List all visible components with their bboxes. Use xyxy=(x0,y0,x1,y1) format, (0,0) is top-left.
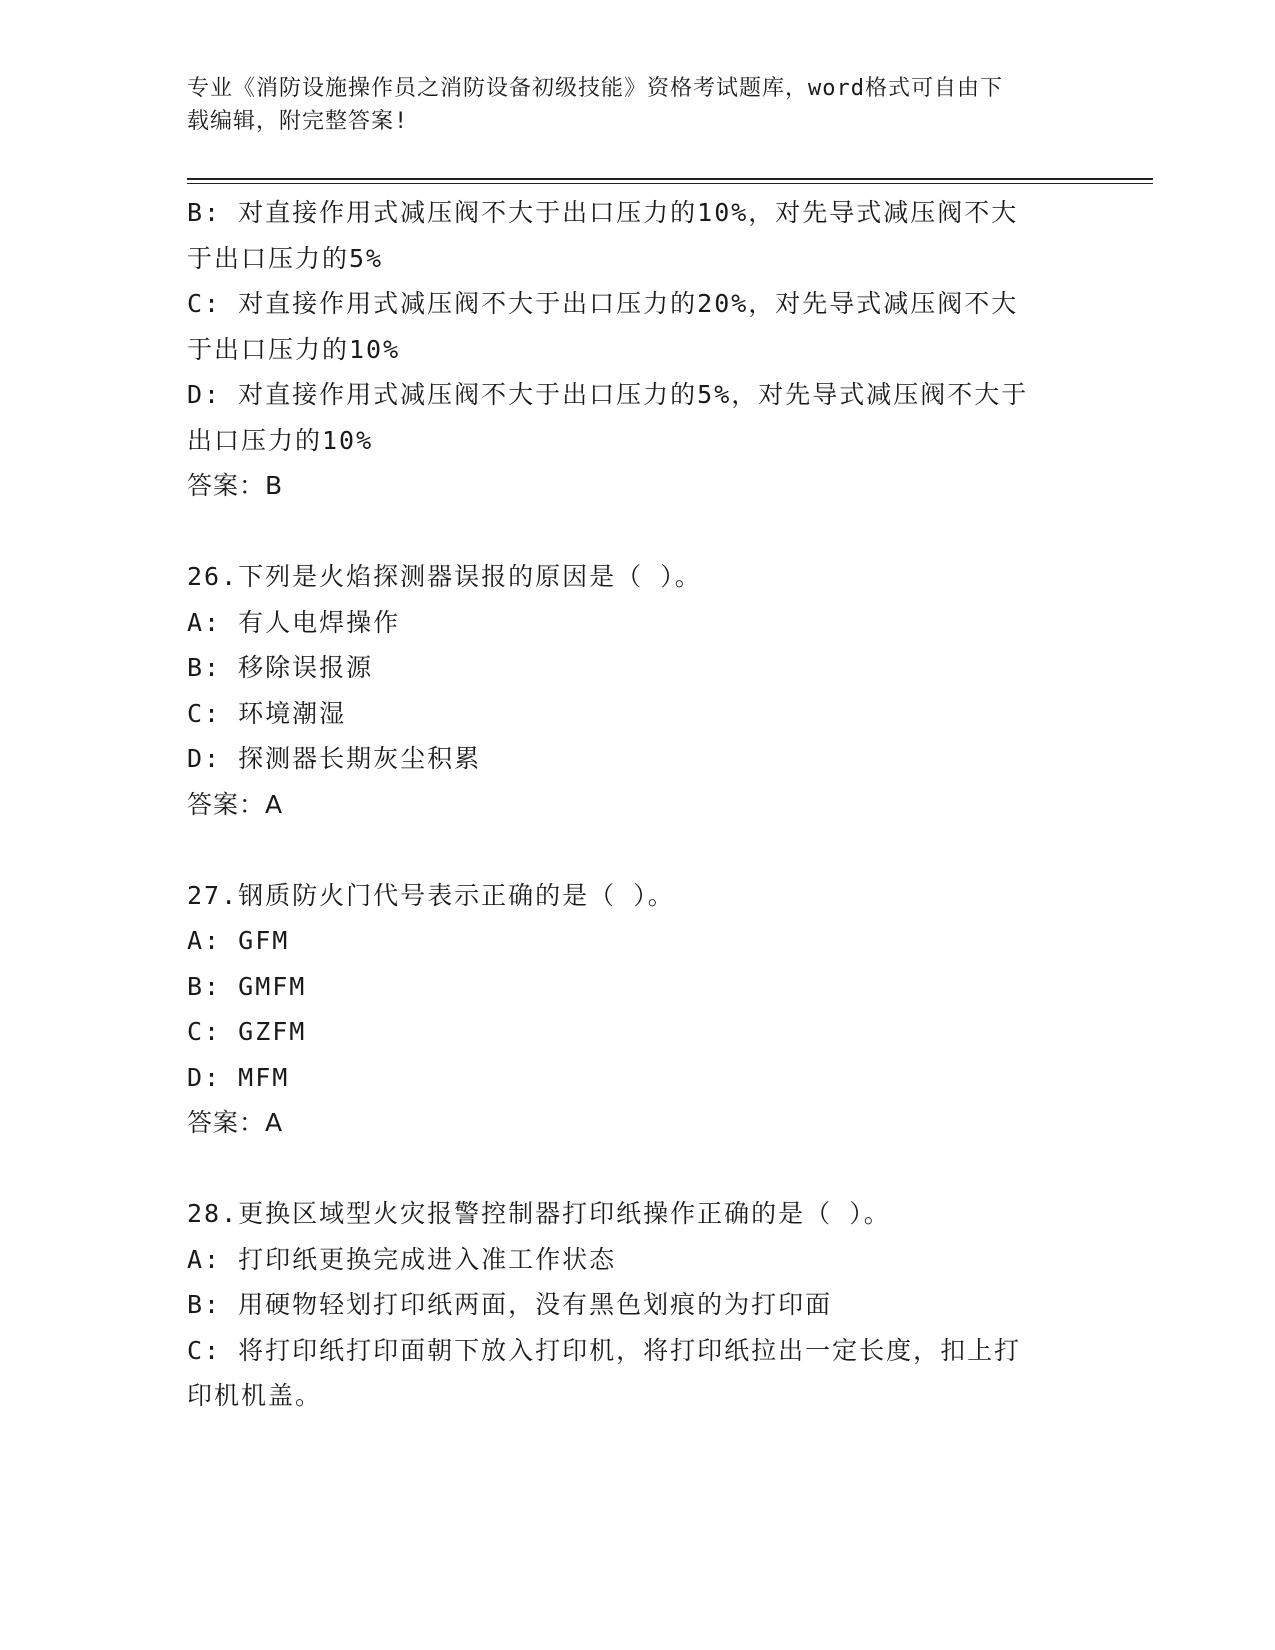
question-28-block xyxy=(187,1191,1087,1419)
question-26-block xyxy=(187,554,1087,827)
answer-label: 答案：A xyxy=(187,1108,284,1137)
option-a-text: A: GFM xyxy=(187,926,290,955)
question-text: 27.钢质防火门代号表示正确的是（ ）。 xyxy=(187,880,675,910)
document-header xyxy=(187,72,1067,138)
option-c-text-continued: 印机机盖。 xyxy=(187,1381,323,1410)
header-divider-thin xyxy=(187,183,1153,184)
option-d-text: D: MFM xyxy=(187,1062,290,1092)
question-27-block xyxy=(187,873,1087,1146)
option-b-text: B: 对直接作用式减压阀不大于出口压力的10%，对先导式减压阀不大 xyxy=(187,198,1019,227)
option-b-text: B: GMFM xyxy=(187,971,307,1001)
question-content xyxy=(187,190,1087,1419)
option-b-text-continued: 于出口压力的5% xyxy=(187,243,384,273)
option-c-text: C: 将打印纸打印面朝下放入打印机，将打印纸拉出一定长度，扣上打 xyxy=(187,1335,1022,1365)
option-b-text: B: 移除误报源 xyxy=(187,653,374,682)
spacer xyxy=(187,1146,1087,1192)
option-c-text-continued: 于出口压力的10% xyxy=(187,334,401,364)
option-a-text: A: 有人电焊操作 xyxy=(187,607,401,637)
spacer xyxy=(187,827,1087,873)
option-c-text: C: 环境潮湿 xyxy=(187,698,347,728)
answer-label: 答案：A xyxy=(187,789,284,819)
option-b-text: B: 用硬物轻划打印纸两面，没有黑色划痕的为打印面 xyxy=(187,1290,833,1319)
option-c-text: C: GZFM xyxy=(187,1017,307,1046)
spacer xyxy=(187,509,1087,555)
option-d-text: D: 对直接作用式减压阀不大于出口压力的5%，对先导式减压阀不大于 xyxy=(187,380,1029,409)
option-c-text: C: 对直接作用式减压阀不大于出口压力的20%，对先导式减压阀不大 xyxy=(187,289,1019,318)
header-line-1: 专业《消防设施操作员之消防设备初级技能》资格考试题库，word格式可自由下 xyxy=(187,76,1003,101)
question-text: 26.下列是火焰探测器误报的原因是（ ）。 xyxy=(187,562,702,591)
answer-label: 答案：B xyxy=(187,471,284,500)
option-a-text: A: 打印纸更换完成进入准工作状态 xyxy=(187,1244,617,1274)
header-divider-thick xyxy=(187,178,1153,180)
question-25-block xyxy=(187,190,1087,509)
option-d-text-continued: 出口压力的10% xyxy=(187,425,374,455)
option-d-text: D: 探测器长期灰尘积累 xyxy=(187,744,482,773)
question-text: 28.更换区域型火灾报警控制器打印纸操作正确的是（ ）。 xyxy=(187,1199,891,1228)
header-line-2: 载编辑，附完整答案! xyxy=(187,109,409,134)
